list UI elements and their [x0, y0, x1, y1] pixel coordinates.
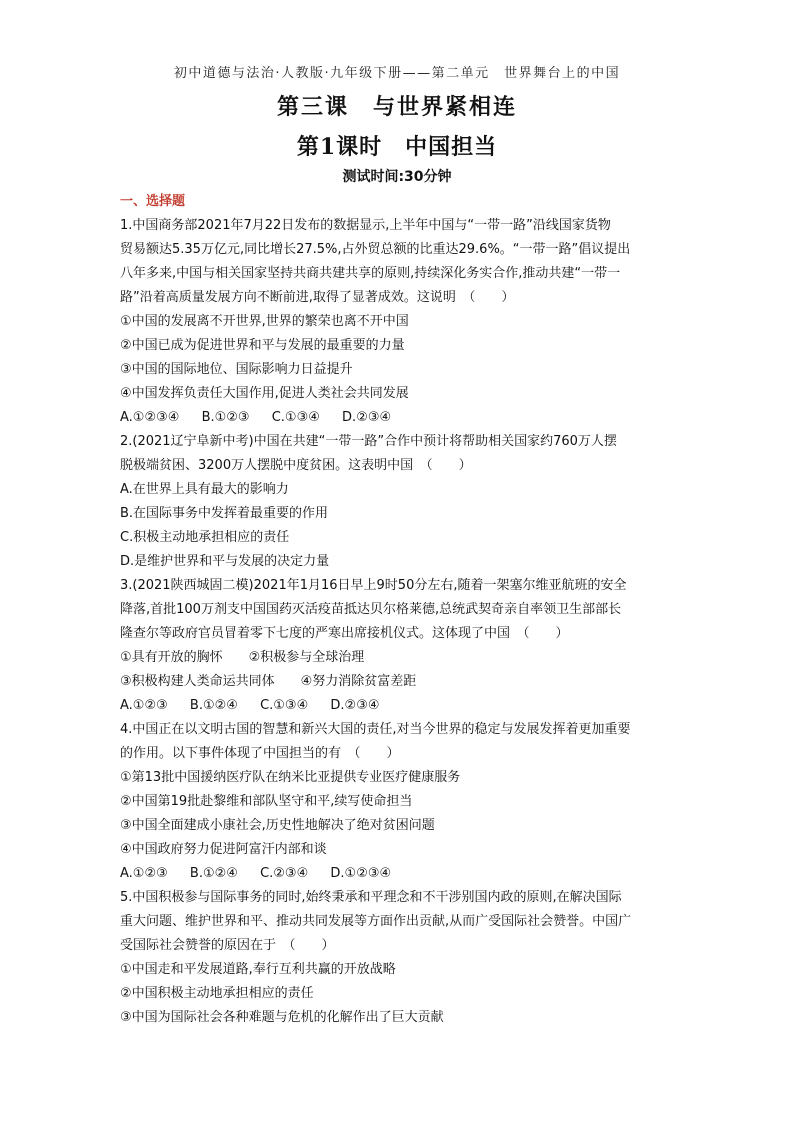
option-a: A.①②③④: [120, 410, 180, 425]
answer-options: [120, 406, 680, 430]
option-b: B.①②④: [189, 866, 238, 881]
statement-item: ①具有开放的胸怀 ②积极参与全球治理: [120, 650, 365, 665]
statement-item: ②中国第19批赴黎维和部队坚守和平,续写使命担当: [120, 794, 413, 809]
question-4: [120, 718, 680, 886]
option-d: D.①②③④: [330, 866, 392, 881]
answer-options: [120, 862, 680, 886]
question-stem-line: 4.中国正在以文明古国的智慧和新兴大国的责任,对当今世界的稳定与发展发挥着更加重要: [120, 722, 631, 737]
statement-item: ④中国政府努力促进阿富汗内部和谈: [120, 842, 327, 857]
option-b: B.在国际事务中发挥着最重要的作用: [120, 506, 329, 521]
option-d: D.②③④: [330, 698, 380, 713]
question-5: [120, 886, 680, 1030]
question-stem-line: 脱极端贫困、3200万人摆脱中度贫困。这表明中国 （ ）: [120, 458, 472, 473]
question-3: [120, 574, 680, 718]
question-1: [120, 214, 680, 430]
statement-item: ①第13批中国援纳医疗队在纳米比亚提供专业医疗健康服务: [120, 770, 461, 785]
option-a: A.在世界上具有最大的影响力: [120, 482, 289, 497]
test-time: 测试时间:30分钟: [342, 169, 452, 185]
question-stem-line: 路”沿着高质量发展方向不断前进,取得了显著成效。这说明 （ ）: [120, 290, 515, 305]
option-c: C.①③④: [260, 698, 309, 713]
answer-options: [120, 694, 680, 718]
question-stem-line: 隆查尔等政府官员冒着零下七度的严寒出席接机仪式。这体现了中国 （ ）: [120, 626, 569, 641]
question-stem-line: 降落,首批100万剂支中国国药灭活疫苗抵达贝尔格莱德,总统武契奇亲自率领卫生部部长: [120, 602, 622, 617]
question-list: [120, 190, 680, 1030]
statement-item: ②中国积极主动地承担相应的责任: [120, 986, 314, 1001]
option-a: A.①②③: [120, 866, 168, 881]
question-stem-line: 的作用。以下事件体现了中国担当的有 （ ）: [120, 746, 400, 761]
question-stem-line: 重大问题、维护世界和平、推动共同发展等方面作出贡献,从而广受国际社会赞誉。中国广: [120, 914, 632, 929]
breadcrumb: 初中道德与法治·人教版·九年级下册——第二单元 世界舞台上的中国: [173, 66, 621, 81]
statement-item: ③中国全面建成小康社会,历史性地解决了绝对贫困问题: [120, 818, 435, 833]
statement-item: ①中国走和平发展道路,奉行互利共赢的开放战略: [120, 962, 396, 977]
statement-item: ②中国已成为促进世界和平与发展的最重要的力量: [120, 338, 405, 353]
lesson-title: 第三课 与世界紧相连: [276, 94, 517, 120]
section-title: 第1课时 中国担当: [296, 134, 498, 160]
option-c: C.积极主动地承担相应的责任: [120, 530, 290, 545]
question-stem-line: 1.中国商务部2021年7月22日发布的数据显示,上半年中国与“一带一路”沿线国家货物: [120, 218, 611, 233]
statement-item: ③中国的国际地位、国际影响力日益提升: [120, 362, 353, 377]
option-c: C.①③④: [271, 410, 320, 425]
option-b: B.①②③: [201, 410, 250, 425]
statement-item: ①中国的发展离不开世界,世界的繁荣也离不开中国: [120, 314, 409, 329]
question-2: [120, 430, 680, 574]
option-a: A.①②③: [120, 698, 168, 713]
question-stem-line: 2.(2021辽宁阜新中考)中国在共建“一带一路”合作中预计将帮助相关国家约760万人摆: [120, 434, 617, 449]
option-b: B.①②④: [189, 698, 238, 713]
part-heading: 一、选择题: [120, 194, 186, 209]
option-c: C.②③④: [260, 866, 309, 881]
question-stem-line: 八年多来,中国与相关国家坚持共商共建共享的原则,持续深化务实合作,推动共建“一带一: [120, 266, 621, 281]
question-stem-line: 受国际社会赞誉的原因在于 （ ）: [120, 938, 335, 953]
statement-item: ③积极构建人类命运共同体 ④努力消除贫富差距: [120, 674, 417, 689]
question-stem-line: 5.中国积极参与国际事务的同时,始终秉承和平理念和不干涉别国内政的原则,在解决国际: [120, 890, 622, 905]
question-stem-line: 3.(2021陕西城固二模)2021年1月16日早上9时50分左右,随着一架塞尔维亚航班的安全: [120, 578, 627, 593]
question-stem-line: 贸易额达5.35万亿元,同比增长27.5%,占外贸总额的比重达29.6%。“一带一路”倡议提出: [120, 242, 631, 257]
statement-item: ③中国为国际社会各种难题与危机的化解作出了巨大贡献: [120, 1010, 444, 1025]
option-d: D.②③④: [342, 410, 392, 425]
option-d: D.是维护世界和平与发展的决定力量: [120, 554, 330, 569]
statement-item: ④中国发挥负责任大国作用,促进人类社会共同发展: [120, 386, 409, 401]
